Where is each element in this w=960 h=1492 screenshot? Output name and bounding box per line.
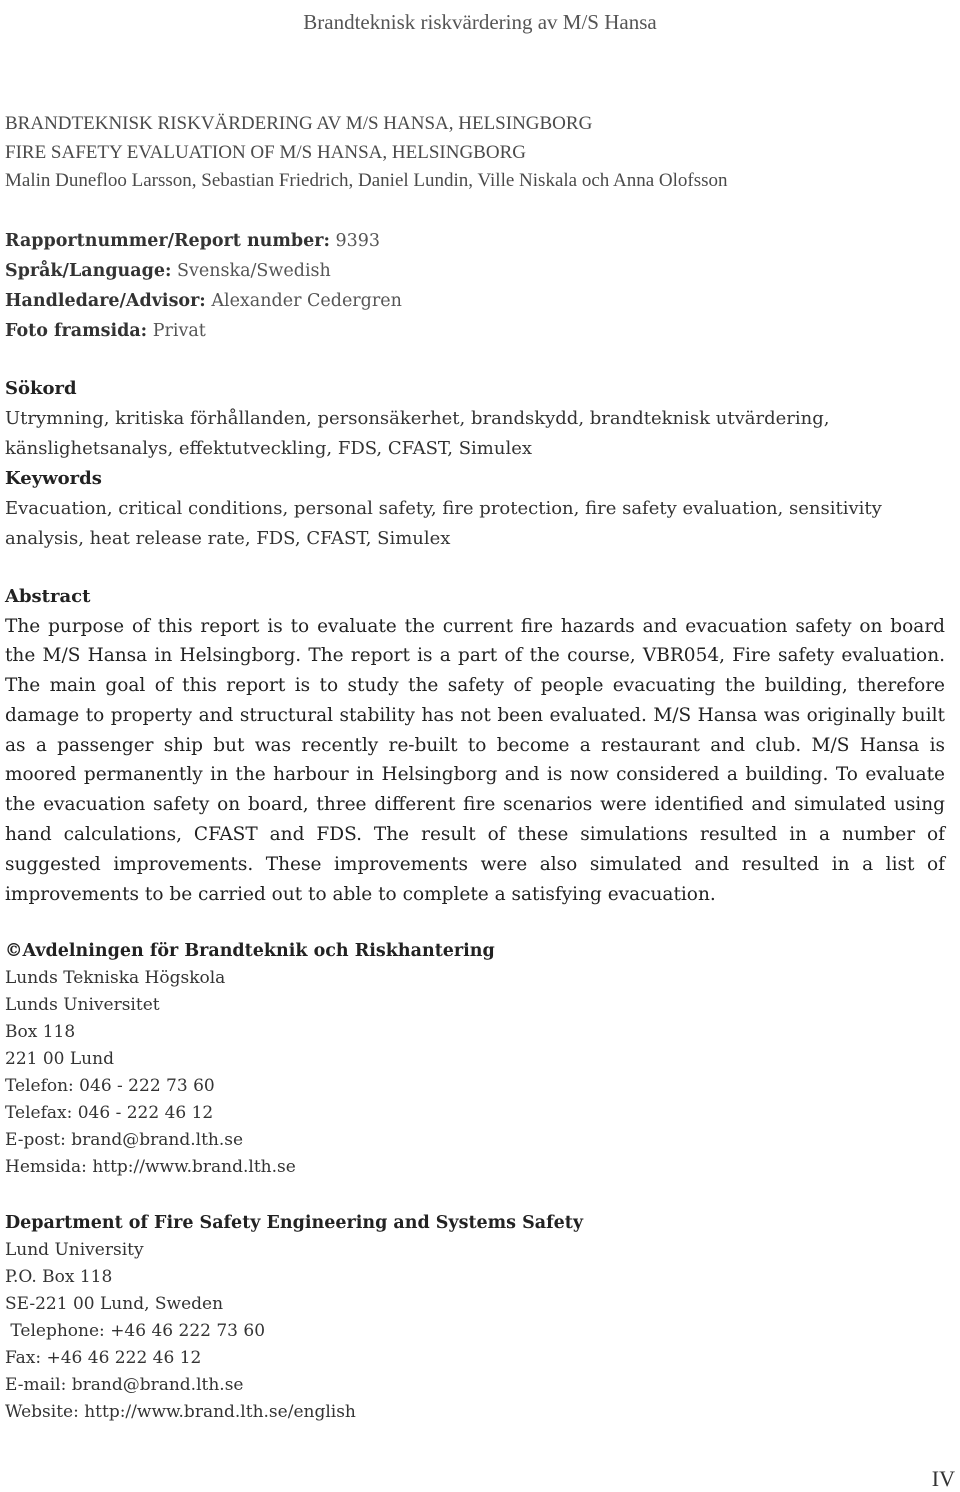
keywords-text: Evacuation, critical conditions, personal safety, fire protection, fire safety evaluation, sensitivity analysis, heat release rate, FDS, CFAST, Simulex — [5, 497, 882, 549]
meta-label: Handledare/Advisor: — [5, 290, 206, 311]
title-english: FIRE SAFETY EVALUATION OF M/S HANSA, HELSINGBORG — [5, 141, 526, 163]
meta-value: Privat — [147, 320, 206, 341]
page-number: IV — [931, 1466, 955, 1491]
keywords-heading: Keywords — [5, 467, 102, 489]
swedish-website: Hemsida: http://www.brand.lth.se — [5, 1157, 296, 1178]
swedish-address-line: Telefon: 046 - 222 73 60 — [5, 1076, 215, 1097]
english-email: E-mail: brand@brand.lth.se — [5, 1375, 244, 1396]
english-department-heading: Department of Fire Safety Engineering and Systems Safety — [5, 1213, 584, 1234]
meta-photo — [5, 316, 945, 346]
meta-advisor — [5, 286, 945, 316]
english-website: Website: http://www.brand.lth.se/english — [5, 1402, 356, 1423]
meta-label: Foto framsida: — [5, 320, 148, 341]
abstract-text: The purpose of this report is to evaluate the current fire hazards and evacuation safety on board the M/S Hansa in Helsingborg. The report is a part of the course, VBR054, Fire safety evaluation. The main goal of this report is to study the safety of people evacuating the building, therefore damage to property and structural stability has not been evaluated. M/S Hansa was originally built as a passenger ship but was recently re-built to become a restaurant and club. M/S Hansa is moored permanently in the harbour in Helsingborg and is now considered a building. To evaluate the evacuation safety on board, three different fire scenarios were identified and simulated using hand calculations, CFAST and FDS. The result of these simulations resulted in a number of suggested improvements. These improvements were also simulated and resulted in a list of improvements to be carried out to able to complete a satisfying evacuation. — [5, 615, 945, 905]
english-address-line: Telephone: +46 46 222 73 60 — [5, 1321, 266, 1342]
swedish-department-heading: ©Avdelningen för Brandteknik och Riskhantering — [5, 941, 495, 962]
page-content — [5, 110, 945, 1426]
swedish-email: E-post: brand@brand.lth.se — [5, 1130, 244, 1151]
sokord-heading: Sökord — [5, 377, 77, 399]
swedish-address-line: Lunds Tekniska Högskola — [5, 968, 226, 989]
english-address-line: Fax: +46 46 222 46 12 — [5, 1348, 202, 1369]
title-swedish: BRANDTEKNISK RISKVÄRDERING AV M/S HANSA, HELSINGBORG — [5, 113, 593, 134]
swedish-address-line: Box 118 — [5, 1022, 76, 1043]
authors: Malin Dunefloo Larsson, Sebastian Friedrich, Daniel Lundin, Ville Niskala och Anna Olofsson — [5, 170, 728, 191]
swedish-address-line: 221 00 Lund — [5, 1049, 114, 1070]
english-address-line: Lund University — [5, 1240, 144, 1261]
english-address-line: P.O. Box 118 — [5, 1267, 113, 1288]
sokord-text: Utrymning, kritiska förhållanden, personsäkerhet, brandskydd, brandteknisk utvärdering, känslighetsanalys, effektutveckling, FDS, CFAST, Simulex — [5, 407, 830, 459]
meta-value: Alexander Cedergren — [205, 290, 402, 311]
abstract-heading: Abstract — [5, 585, 91, 607]
meta-report-number — [5, 226, 945, 256]
swedish-address-line: Lunds Universitet — [5, 995, 160, 1016]
running-header: Brandteknisk riskvärdering av M/S Hansa — [303, 10, 657, 34]
meta-label: Språk/Language: — [5, 260, 172, 281]
english-address-line: SE-221 00 Lund, Sweden — [5, 1294, 224, 1315]
meta-language — [5, 256, 945, 286]
meta-label: Rapportnummer/Report number: — [5, 230, 330, 251]
meta-value: Svenska/Swedish — [171, 260, 331, 281]
meta-value: 9393 — [329, 230, 381, 251]
swedish-address-line: Telefax: 046 - 222 46 12 — [5, 1103, 214, 1124]
